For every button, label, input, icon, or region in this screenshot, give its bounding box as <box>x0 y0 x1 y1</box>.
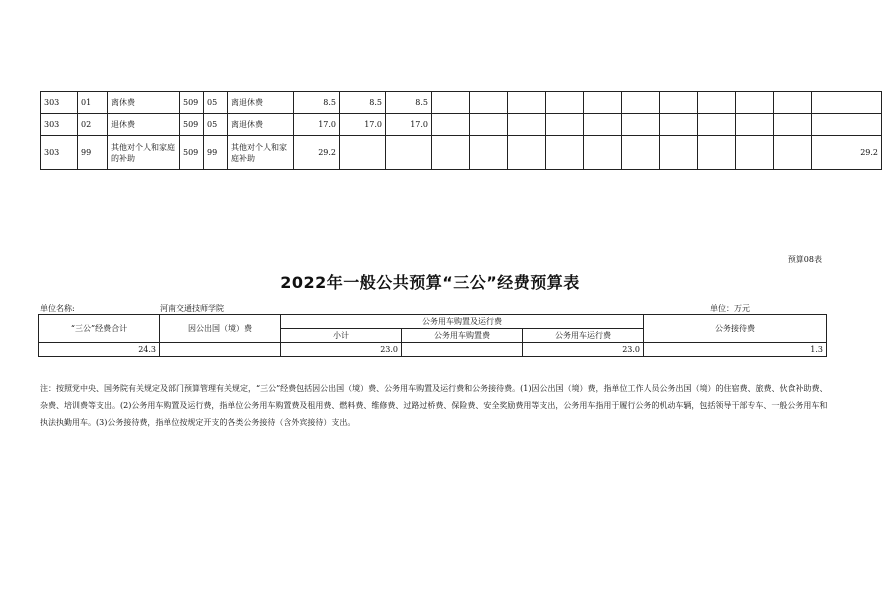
empty-cell <box>698 114 736 136</box>
gov-item-code: 99 <box>204 136 228 170</box>
empty-cell <box>774 114 812 136</box>
empty-cell <box>622 114 660 136</box>
econ-class-code: 303 <box>41 114 78 136</box>
gov-item-name: 离退休费 <box>228 92 294 114</box>
amount-cell: 29.2 <box>294 136 340 170</box>
header-total: “三公”经费合计 <box>39 315 160 343</box>
amount-cell: 17.0 <box>340 114 386 136</box>
econ-item-code: 02 <box>78 114 108 136</box>
amount-cell: 17.0 <box>386 114 432 136</box>
empty-cell <box>432 92 470 114</box>
amount-cell: 17.0 <box>294 114 340 136</box>
table-row <box>39 343 827 357</box>
amount-cell <box>386 136 432 170</box>
econ-class-code: 303 <box>41 136 78 170</box>
empty-cell <box>546 136 584 170</box>
page-title: 2022年一般公共预算“三公”经费预算表 <box>280 273 580 292</box>
unit-label: 单位名称: <box>40 304 75 313</box>
amount-cell <box>812 92 882 114</box>
econ-class-code: 303 <box>41 92 78 114</box>
empty-cell <box>432 114 470 136</box>
gov-class-code: 509 <box>180 136 204 170</box>
empty-cell <box>508 136 546 170</box>
amount-cell: 8.5 <box>386 92 432 114</box>
value-subtotal: 23.0 <box>281 343 402 357</box>
header-row <box>39 315 827 329</box>
amount-cell: 29.2 <box>812 136 882 170</box>
gov-item-code: 05 <box>204 114 228 136</box>
econ-item-code: 01 <box>78 92 108 114</box>
table-row <box>41 92 882 114</box>
header-purchase: 公务用车购置费 <box>402 329 523 343</box>
amount-cell: 8.5 <box>294 92 340 114</box>
money-unit: 单位：万元 <box>710 304 750 313</box>
empty-cell <box>736 92 774 114</box>
gov-class-code: 509 <box>180 114 204 136</box>
empty-cell <box>736 114 774 136</box>
empty-cell <box>432 136 470 170</box>
econ-item-code: 99 <box>78 136 108 170</box>
gov-item-name: 其他对个人和家庭补助 <box>228 136 294 170</box>
footnote: 注：按照党中央、国务院有关规定及部门预算管理有关规定，“三公”经费包括因公出国（境）费、公务用车购置及运行费和公务接待费。(1)因公出国（境）费，指单位工作人员公务出国（境）的住宿费、旅费、伙食补助费、杂费、培训费等支出。(2)公务用车购置及运行费，指单位公务用车购置费及租用费、燃料费、维修费、过路过桥费、保险费、安全奖励费用等支出，公务用车指用于履行公务的机动车辆，包括领导干部专车、一般公务用车和执法执勤用车。(3)公务接待费，指单位按规定开支的各类公务接待（含外宾接待）支出。 <box>40 384 828 427</box>
table-row <box>41 114 882 136</box>
empty-cell <box>508 114 546 136</box>
value-operation: 23.0 <box>523 343 644 357</box>
header-abroad: 因公出国（境）费 <box>160 315 281 343</box>
empty-cell <box>622 136 660 170</box>
empty-cell <box>508 92 546 114</box>
empty-cell <box>470 114 508 136</box>
expenditure-detail-table <box>40 91 882 170</box>
empty-cell <box>584 114 622 136</box>
empty-cell <box>546 92 584 114</box>
header-subtotal: 小计 <box>281 329 402 343</box>
empty-cell <box>546 114 584 136</box>
unit-name: 河南交通技师学院 <box>160 304 224 313</box>
econ-item-name: 其他对个人和家庭的补助 <box>108 136 180 170</box>
gov-item-code: 05 <box>204 92 228 114</box>
value-abroad <box>160 343 281 357</box>
empty-cell <box>622 92 660 114</box>
empty-cell <box>660 136 698 170</box>
amount-cell: 8.5 <box>340 92 386 114</box>
empty-cell <box>698 92 736 114</box>
gov-class-code: 509 <box>180 92 204 114</box>
header-vehicle-group: 公务用车购置及运行费 <box>281 315 644 329</box>
empty-cell <box>660 92 698 114</box>
value-purchase <box>402 343 523 357</box>
empty-cell <box>470 92 508 114</box>
econ-item-name: 离休费 <box>108 92 180 114</box>
table-row <box>41 136 882 170</box>
empty-cell <box>660 114 698 136</box>
empty-cell <box>774 92 812 114</box>
empty-cell <box>584 136 622 170</box>
empty-cell <box>774 136 812 170</box>
header-operation: 公务用车运行费 <box>523 329 644 343</box>
header-reception: 公务接待费 <box>644 315 827 343</box>
empty-cell <box>736 136 774 170</box>
sangong-budget-table <box>38 314 827 357</box>
amount-cell <box>812 114 882 136</box>
page-code: 预算08表 <box>787 255 822 264</box>
value-total: 24.3 <box>39 343 160 357</box>
gov-item-name: 离退休费 <box>228 114 294 136</box>
value-reception: 1.3 <box>644 343 827 357</box>
econ-item-name: 退休费 <box>108 114 180 136</box>
empty-cell <box>698 136 736 170</box>
empty-cell <box>470 136 508 170</box>
empty-cell <box>584 92 622 114</box>
amount-cell <box>340 136 386 170</box>
